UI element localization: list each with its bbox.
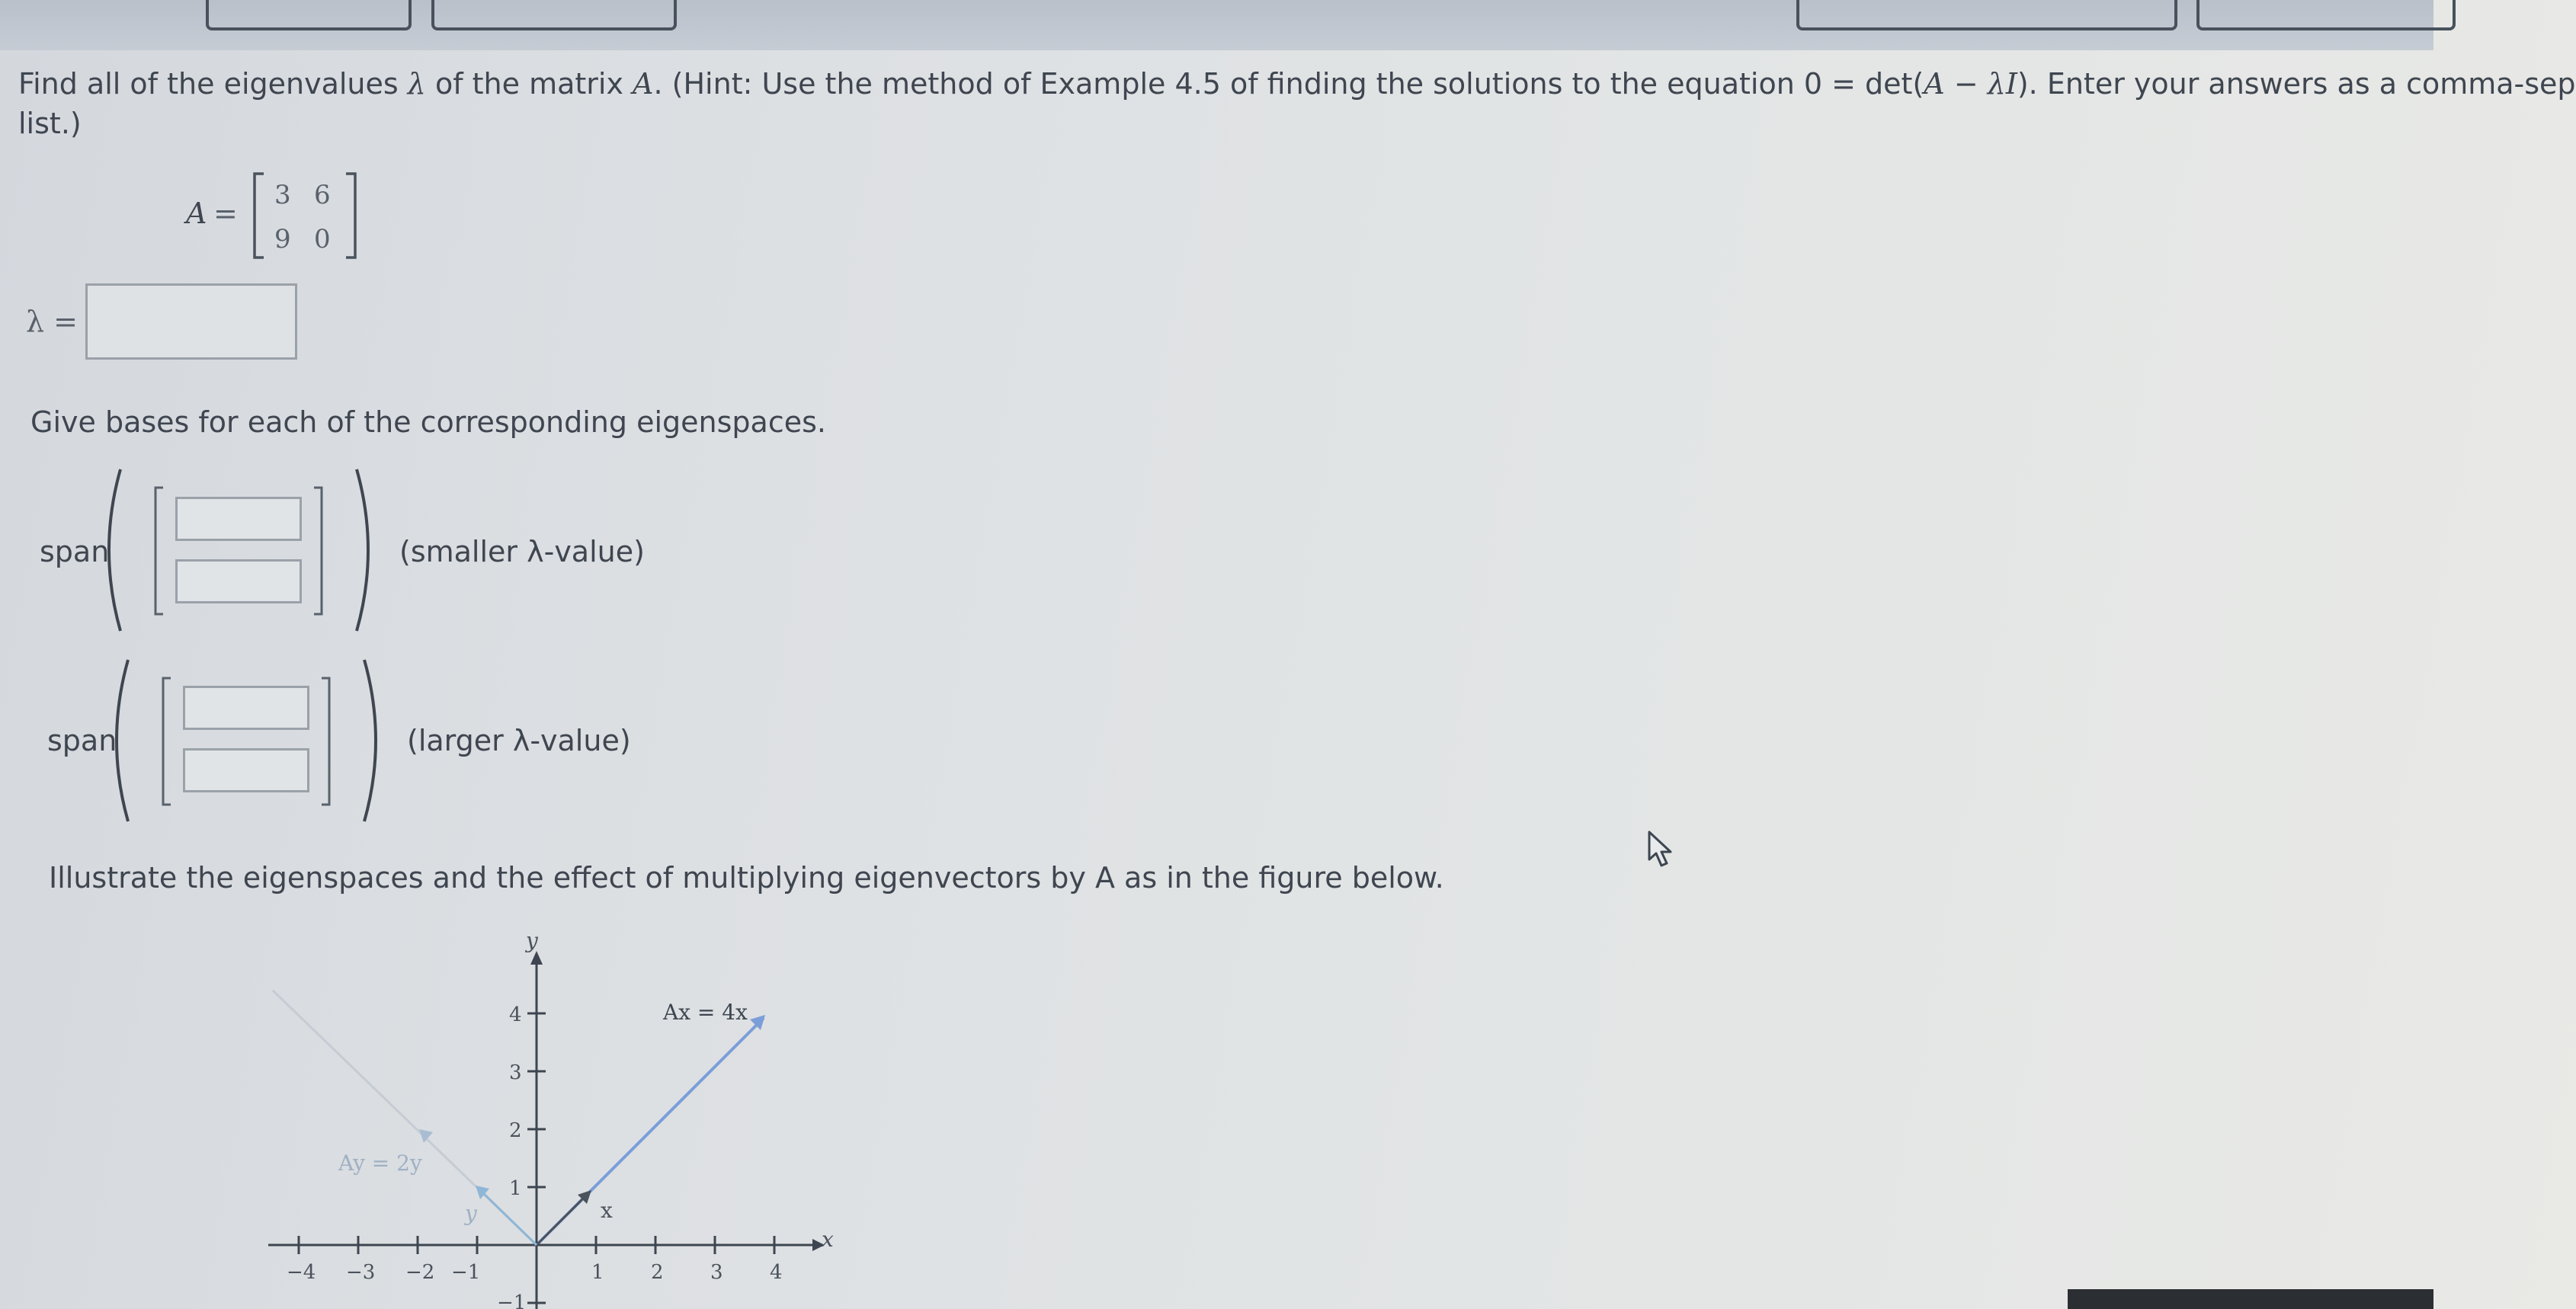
- y-tick-label: 2: [509, 1119, 522, 1142]
- x-tick-label: 4: [770, 1261, 783, 1284]
- y-axis-label: y: [526, 928, 538, 953]
- span-label-smaller: span: [40, 535, 110, 568]
- span-parentheses-larger: [105, 657, 387, 824]
- illustrate-prompt: Illustrate the eigenspaces and the effect of multiplying eigenvectors by A as in the figure below.: [49, 861, 1444, 895]
- matrix-brackets: [252, 171, 358, 261]
- taskbar-edge: [2068, 1289, 2433, 1309]
- ax-label: Ax = 4x: [663, 1000, 748, 1025]
- y-tick-label: 3: [509, 1061, 522, 1084]
- basis-larger-top-input[interactable]: [183, 686, 309, 730]
- bases-prompt: Give bases for each of the corresponding eigenspaces.: [30, 405, 826, 439]
- toolbar-tab-3[interactable]: [1796, 0, 2177, 30]
- x-axis-label: x: [822, 1227, 834, 1252]
- question-line-2: list.): [18, 107, 82, 140]
- eigenvector-y: [480, 1190, 537, 1245]
- larger-lambda-hint: (larger λ-value): [407, 724, 631, 757]
- ay-arrowhead: [419, 1129, 433, 1143]
- eigenvector-x: [537, 1195, 587, 1245]
- smaller-lambda-hint: (smaller λ-value): [399, 535, 645, 568]
- span-parentheses-smaller: [98, 466, 380, 634]
- x-tick-label: −2: [405, 1261, 435, 1284]
- eigenvector-y-label: y: [465, 1201, 477, 1226]
- eigenspace-figure: [252, 930, 861, 1309]
- x-tick-label: −1: [451, 1261, 481, 1284]
- basis-smaller-bottom-input[interactable]: [175, 559, 302, 603]
- x-tick-label: −4: [287, 1261, 316, 1284]
- y-tick-label: 1: [509, 1177, 522, 1200]
- matrix-equals: =: [213, 197, 238, 230]
- toolbar-tab-2[interactable]: [431, 0, 677, 30]
- toolbar-tab-1[interactable]: [206, 0, 412, 30]
- lambda-label: λ =: [26, 305, 78, 338]
- span-label-larger: span: [47, 724, 117, 757]
- matrix-cell-2-1: 9: [274, 224, 291, 254]
- eigenvector-x-label: x: [601, 1198, 613, 1223]
- ay-label: Ay = 2y: [338, 1151, 422, 1176]
- basis-smaller-top-input[interactable]: [175, 497, 302, 541]
- matrix-cell-1-2: 6: [314, 180, 331, 210]
- y-tick-label: −1: [497, 1291, 527, 1309]
- top-toolbar: [0, 0, 2433, 50]
- question-line-1: Find all of the eigenvalues λ of the matrix A. (Hint: Use the method of Example 4.5 of finding the solutions to the equation 0 = det(A − λI). Enter your answers as a comma-sep: [18, 67, 2576, 101]
- x-tick-label: 2: [651, 1261, 664, 1284]
- x-tick-label: −3: [346, 1261, 376, 1284]
- matrix-cell-1-1: 3: [274, 180, 291, 210]
- matrix-label: A: [186, 197, 207, 230]
- x-tick-label: 3: [710, 1261, 723, 1284]
- basis-larger-bottom-input[interactable]: [183, 748, 309, 792]
- toolbar-tab-4[interactable]: [2196, 0, 2456, 30]
- mouse-cursor-icon: [1646, 829, 1680, 872]
- eigenvalue-input[interactable]: [85, 283, 297, 360]
- x-tick-label: 1: [591, 1261, 604, 1284]
- matrix-cell-2-2: 0: [314, 224, 331, 254]
- y-tick-label: 4: [509, 1003, 522, 1026]
